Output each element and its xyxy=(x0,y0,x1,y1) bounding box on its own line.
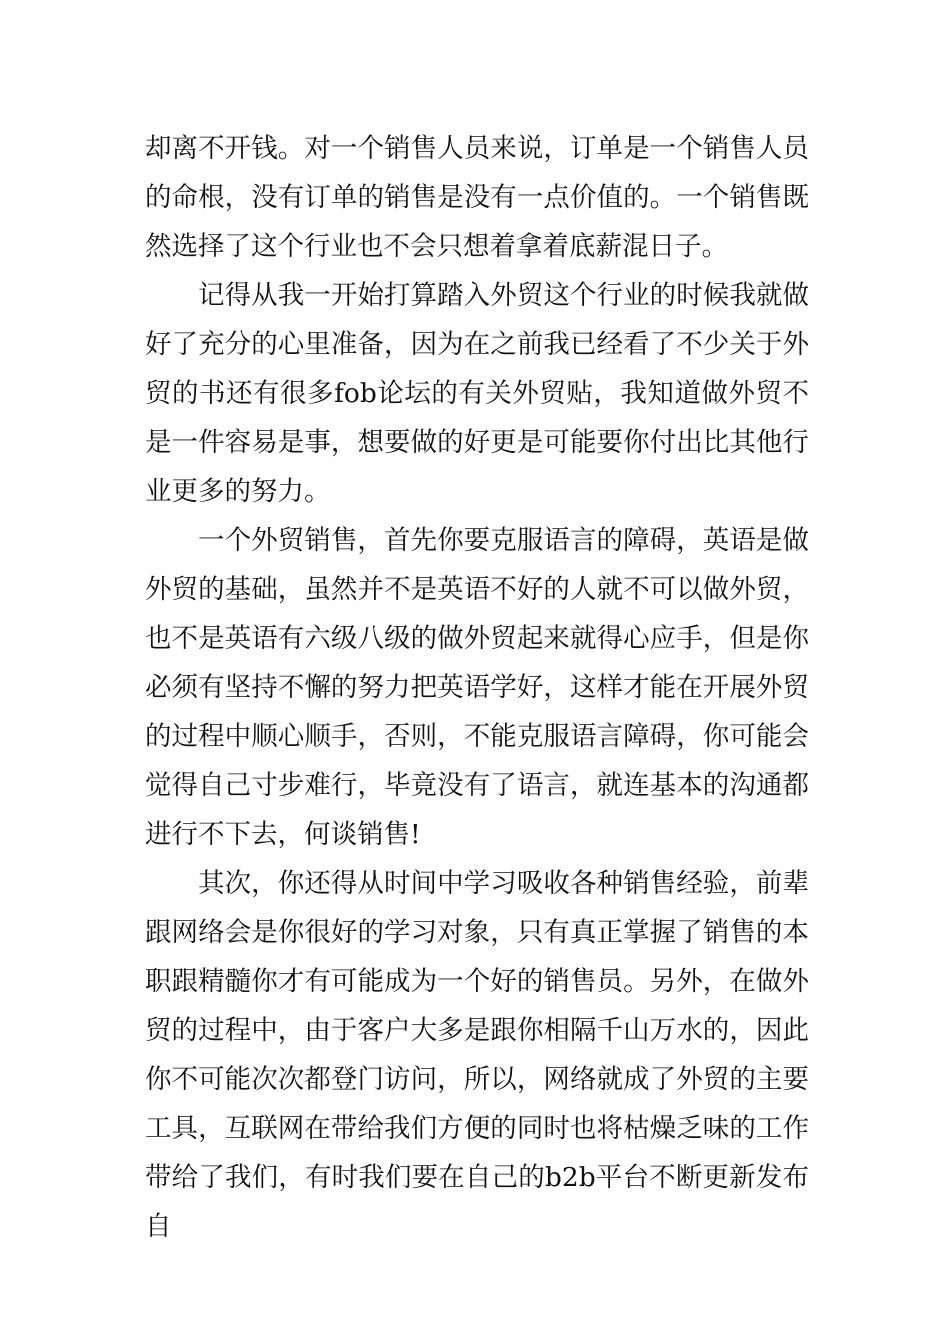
paragraph-preparation: 记得从我一开始打算踏入外贸这个行业的时候我就做好了充分的心里准备，因为在之前我已经看了不少关于外贸的书还有很多fob论坛的有关外贸贴，我知道做外贸不是一件容易是事，想要做的好更是可能要你付出比其他行业更多的努力。 xyxy=(145,280,809,507)
paragraph-sales-experience: 其次，你还得从时间中学习吸收各种销售经验，前辈跟网络会是你很好的学习对象，只有真正掌握了销售的本职跟精髓你才有可能成为一个好的销售员。另外，在做外贸的过程中，由于客户大多是跟你相隔千山万水的，因此你不可能次次都登门访问，所以，网络就成了外贸的主要工具，互联网在带给我们方便的同时也将枯燥乏味的工作带给了我们，有时我们要在自己的b2b平台不断更新发布自 xyxy=(145,868,809,1242)
paragraph-language-barrier: 一个外贸销售，首先你要克服语言的障碍，英语是做外贸的基础，虽然并不是英语不好的人就不可以做外贸，也不是英语有六级八级的做外贸起来就得心应手，但是你必须有坚持不懈的努力把英语学好，这样才能在开展外贸的过程中顺心顺手，否则，不能克服语言障碍，你可能会觉得自己寸步难行，毕竟没有了语言，就连基本的沟通都进行不下去，何谈销售! xyxy=(145,525,809,850)
paragraph-continued: 却离不开钱。对一个销售人员来说，订单是一个销售人员的命根，没有订单的销售是没有一点价值的。一个销售既然选择了这个行业也不会只想着拿着底薪混日子。 xyxy=(145,133,809,262)
document-body xyxy=(145,124,809,1251)
